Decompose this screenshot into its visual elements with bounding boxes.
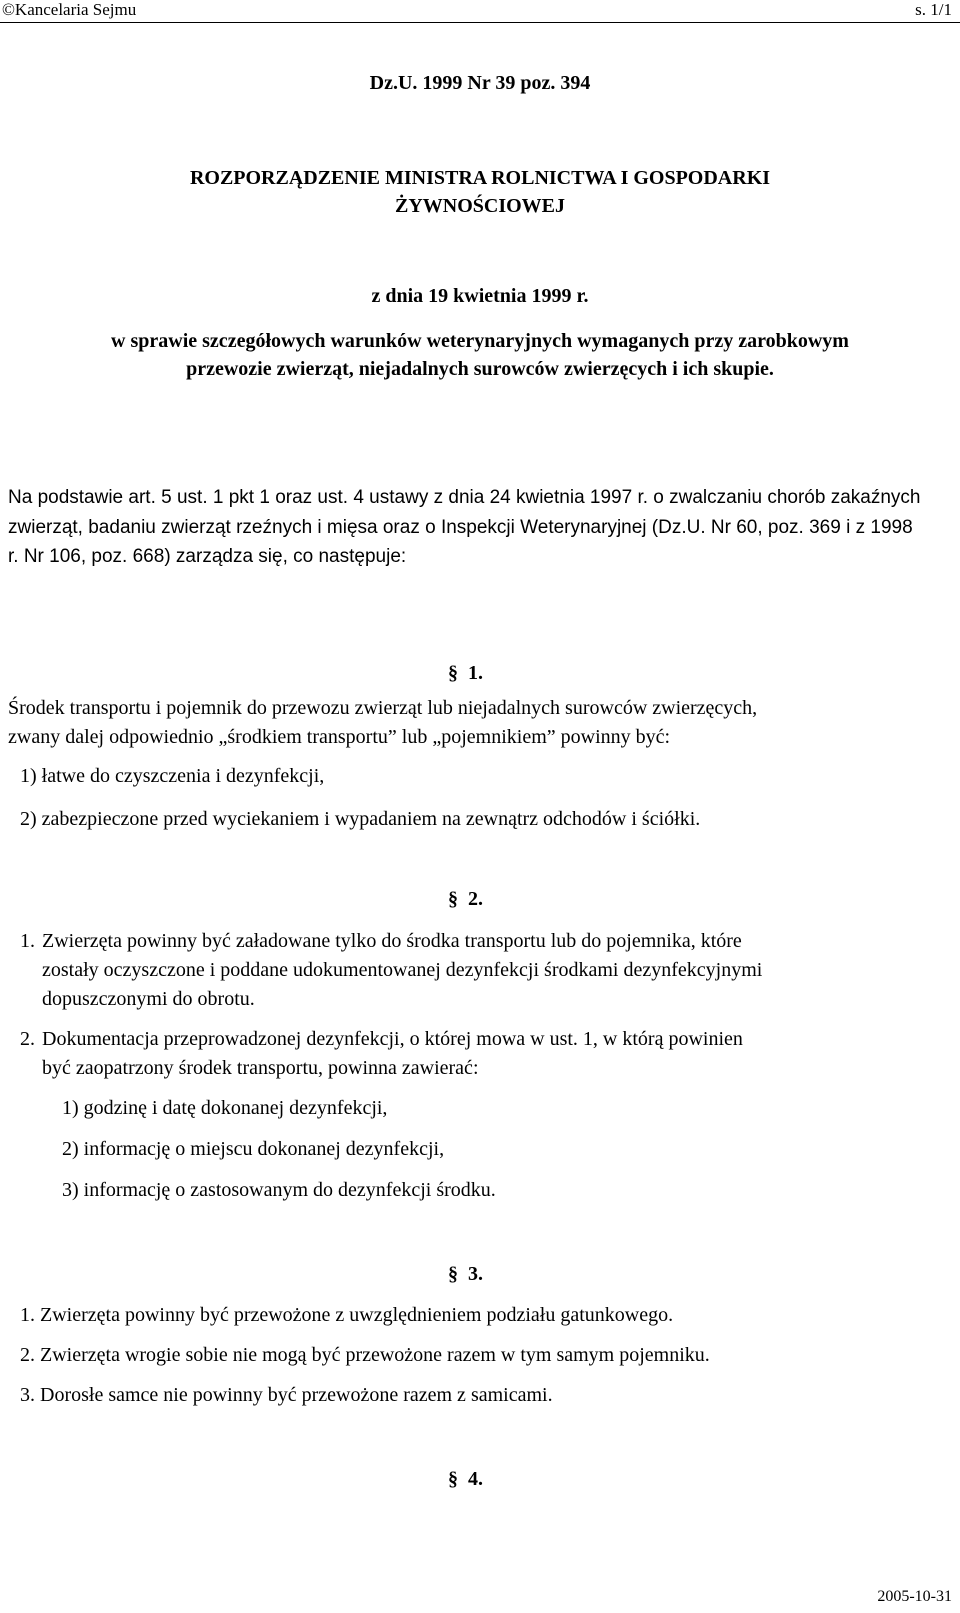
s1-text-line-2: zwany dalej odpowiednio „środkiem transportu” lub „pojemnikiem” powinny być: (8, 726, 671, 748)
section-mark: § (448, 888, 458, 910)
s2-item-3: 3) informację o zastosowanym do dezynfekcji środku. (62, 1179, 496, 1201)
section-3-heading (448, 1263, 483, 1286)
s2-p1-number: 1. (20, 930, 35, 952)
section-2-heading (448, 888, 483, 911)
s3-p2: 2. Zwierzęta wrogie sobie nie mogą być przewożone razem w tym samym pojemniku. (20, 1344, 710, 1366)
section-1-heading (448, 662, 483, 685)
s2-p2-line-1: Dokumentacja przeprowadzonej dezynfekcji, o której mowa w ust. 1, w którą powinien (42, 1028, 743, 1050)
s2-p1-line-1: Zwierzęta powinny być załadowane tylko do środka transportu lub do pojemnika, które (42, 930, 742, 952)
s1-item-1: 1) łatwe do czyszczenia i dezynfekcji, (20, 765, 325, 787)
s2-p2-line-2: być zaopatrzony środek transportu, powinna zawierać: (42, 1057, 479, 1079)
s2-item-1: 1) godzinę i datę dokonanej dezynfekcji, (62, 1097, 388, 1119)
section-4-heading (448, 1468, 483, 1491)
journal-reference: Dz.U. 1999 Nr 39 poz. 394 (369, 72, 591, 94)
footer-date: 2005-10-31 (877, 1588, 952, 1605)
s2-item-2: 2) informację o miejscu dokonanej dezynfekcji, (62, 1138, 445, 1160)
section-mark: § (448, 1468, 458, 1490)
title-line-1: ROZPORZĄDZENIE MINISTRA ROLNICTWA I GOSPODARKI (189, 167, 771, 189)
copyright-text: ©Kancelaria Sejmu (2, 0, 137, 19)
section-mark: § (448, 662, 458, 684)
s2-p1-line-3: dopuszczonymi do obrotu. (42, 988, 255, 1010)
document-date: z dnia 19 kwietnia 1999 r. (371, 285, 589, 307)
s2-p2-number: 2. (20, 1028, 35, 1050)
intro-paragraph: Na podstawie art. 5 ust. 1 pkt 1 oraz ust. 4 ustawy z dnia 24 kwietnia 1997 r. o zwalczaniu chorób zakaźnych zwierząt, badaniu zwierząt rzeźnych i mięsa oraz o Inspekcji Weterynaryjnej (Dz.U. Nr 60, poz. 369 i z 1998 r. Nr 106, poz. 668) zarządza się, co następuje: (8, 487, 921, 567)
page-header (0, 0, 960, 23)
section-mark: § (448, 1263, 458, 1285)
s3-p1: 1. Zwierzęta powinny być przewożone z uwzględnieniem podziału gatunkowego. (20, 1304, 674, 1326)
s3-p3: 3. Dorosłe samce nie powinny być przewożone razem z samicami. (20, 1384, 553, 1406)
section-number: 3. (468, 1263, 483, 1285)
s1-item-2: 2) zabezpieczone przed wyciekaniem i wypadaniem na zewnątrz odchodów i ściółki. (20, 808, 701, 830)
section-number: 1. (468, 662, 483, 684)
section-number: 2. (468, 888, 483, 910)
s2-p1-line-2: zostały oczyszczone i poddane udokumentowanej dezynfekcji środkami dezynfekcyjnymi (42, 959, 763, 981)
s1-text-line-1: Środek transportu i pojemnik do przewozu zwierząt lub niejadalnych surowców zwierzęcych, (8, 697, 758, 719)
subject-line-2: przewozie zwierząt, niejadalnych surowców zwierzęcych i ich skupie. (186, 358, 774, 380)
page-number: s. 1/1 (915, 0, 952, 19)
section-number: 4. (468, 1468, 483, 1490)
title-line-2: ŻYWNOŚCIOWEJ (394, 195, 566, 217)
subject-line-1: w sprawie szczegółowych warunków weterynaryjnych wymaganych przy zarobkowym (111, 330, 849, 352)
